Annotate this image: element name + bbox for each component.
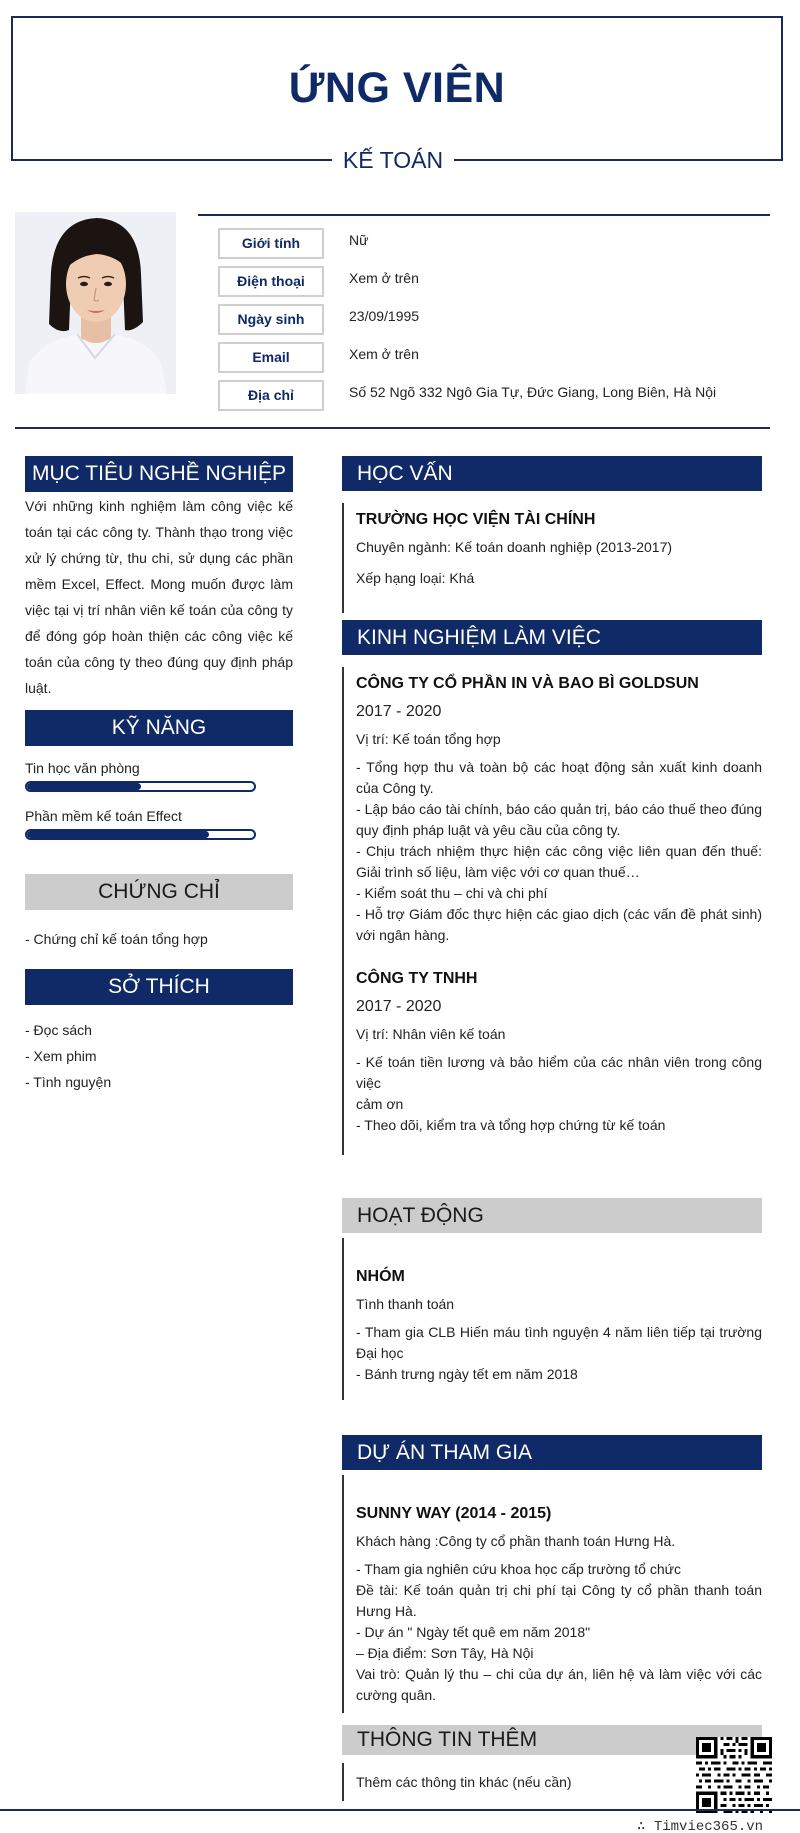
job-duty: - Chịu trách nhiệm thực hiện các công việc liên quan đến thuế: Giải trình số liệu, làm việc với cơ quan thuế…: [356, 843, 762, 880]
project-line: Vai trò: Quản lý thu – chi của dự án, liên hệ và làm việc với các cường quân.: [356, 1666, 762, 1703]
activities-section: [342, 1198, 762, 1382]
birthday-value: 23/09/1995: [349, 308, 420, 324]
job-company: CÔNG TY TNHH: [356, 970, 478, 987]
job-duty: - Kiểm soát thu – chi và chi phí: [356, 885, 548, 901]
skill-bar-fill: [27, 831, 209, 838]
project-line: - Tham gia nghiên cứu khoa học cấp trường tổ chức: [356, 1561, 681, 1577]
hobbies-title: SỞ THÍCH: [25, 969, 293, 1005]
project-line: – Địa điểm: Sơn Tây, Hà Nội: [356, 1645, 534, 1661]
experience-body: [342, 667, 762, 1155]
candidate-position: KẾ TOÁN: [332, 143, 454, 177]
email-value: Xem ở trên: [349, 346, 419, 362]
project-client: Khách hàng :Công ty cổ phần thanh toán Hưng Hà.: [356, 1533, 676, 1549]
experience-section: [342, 620, 762, 1133]
header-box: [11, 16, 783, 161]
phone-label: Điện thoại: [218, 266, 324, 297]
phone-value: Xem ở trên: [349, 270, 419, 286]
hobby-item: - Xem phim: [25, 1048, 97, 1064]
info-divider-bottom: [15, 427, 770, 429]
project-line: - Dự án " Ngày tết quê em năm 2018": [356, 1624, 591, 1640]
profile-photo-image: [15, 212, 176, 394]
job-period: 2017 - 2020: [356, 703, 442, 720]
certificate-item: - Chứng chỉ kế toán tổng hợp: [25, 931, 208, 947]
education-section: [342, 456, 762, 586]
address-label: Địa chỉ: [218, 380, 324, 411]
education-major: Chuyên ngành: Kế toán doanh nghiệp (2013-2017): [356, 539, 673, 555]
education-title: HỌC VẤN: [342, 456, 762, 491]
qr-code-icon: [696, 1737, 772, 1813]
hobby-item: - Đọc sách: [25, 1022, 92, 1038]
job-duty: - Hỗ trợ Giám đốc thực hiện các giao dịch (các vấn đề phát sinh) với ngân hàng.: [356, 906, 762, 943]
certificates-section: [25, 874, 293, 952]
experience-title: KINH NGHIỆM LÀM VIỆC: [342, 620, 762, 655]
objective-text: Với những kinh nghiệm làm công việc kế toán tại các công ty. Thành thạo trong việc xử lý chứng từ, thu chi, sử dụng các phần mềm Excel, Effect. Mong muốn được làm việc tại vị trí nhân viên kế toán của công ty để đóng góp hoàn thiện các công việc kế toán của công ty theo đúng quy định pháp luật.: [25, 498, 293, 696]
job-duty: - Kế toán tiền lương và bảo hiểm của các nhân viên trong công việc: [356, 1054, 762, 1091]
projects-section: [342, 1435, 762, 1703]
skill-item: [25, 760, 293, 792]
project-name: SUNNY WAY (2014 - 2015): [356, 1505, 552, 1522]
skill-name: Tin học văn phòng: [25, 760, 140, 776]
skills-title: KỸ NĂNG: [25, 710, 293, 746]
job-duty: - Theo dõi, kiểm tra và tổng hợp chứng từ kế toán: [356, 1117, 666, 1133]
activity-list: [356, 1322, 762, 1385]
extra-title: THÔNG TIN THÊM: [342, 1725, 762, 1755]
qr-code-graphic: [696, 1737, 772, 1813]
job-period: 2017 - 2020: [356, 998, 442, 1015]
job-duties: [356, 1052, 762, 1136]
activities-body: [342, 1238, 762, 1400]
activity-group: NHÓM: [356, 1268, 405, 1285]
candidate-name: ỨNG VIÊN: [288, 64, 506, 112]
activities-title: HOẠT ĐỘNG: [342, 1198, 762, 1233]
skill-name: Phần mềm kế toán Effect: [25, 808, 182, 824]
education-rank: Xếp hạng loại: Khá: [356, 570, 475, 586]
certificates-title: CHỨNG CHỈ: [25, 874, 293, 910]
job-duty: - Tổng hợp thu và toàn bộ các hoạt động sản xuất kinh doanh của Công ty.: [356, 759, 762, 796]
projects-title: DỰ ÁN THAM GIA: [342, 1435, 762, 1470]
job-duties: [356, 757, 762, 946]
job-role: Vị trí: Kế toán tổng hợp: [356, 731, 501, 747]
projects-body: [342, 1475, 762, 1713]
gender-label: Giới tính: [218, 228, 324, 259]
skill-bar: [25, 781, 256, 792]
birthday-label: Ngày sinh: [218, 304, 324, 335]
objective-section: [25, 456, 293, 701]
skill-bar: [25, 829, 256, 840]
school-name: TRƯỜNG HỌC VIỆN TÀI CHÍNH: [356, 511, 596, 528]
project-line: Đề tài: Kế toán quản trị chi phí tại Công ty cổ phần thanh toán Hưng Hà.: [356, 1582, 762, 1619]
info-divider-top: [198, 214, 770, 216]
hobby-list: [25, 1017, 293, 1095]
hobbies-section: [25, 969, 293, 1095]
education-body: [342, 503, 762, 613]
extra-text: Thêm các thông tin khác (nếu cần): [356, 1774, 572, 1790]
job-duty: cảm ơn: [356, 1096, 404, 1112]
hobby-item: - Tình nguyện: [25, 1074, 112, 1090]
activity-org: Tình thanh toán: [356, 1296, 455, 1312]
address-value: Số 52 Ngõ 332 Ngô Gia Tự, Đức Giang, Long Biên, Hà Nội: [349, 384, 717, 400]
skill-item: [25, 808, 293, 840]
brand-logo-icon: ∴: [637, 1819, 646, 1833]
job-duty: - Lập báo cáo tài chính, báo cáo quản trị, báo cáo thuế theo đúng quy định pháp luật và yêu cầu của công ty.: [356, 801, 762, 838]
project-details: [356, 1559, 762, 1706]
activity-item: - Bánh trưng ngày tết em năm 2018: [356, 1366, 578, 1382]
gender-value: Nữ: [349, 232, 369, 248]
email-label: Email: [218, 342, 324, 373]
job-company: CÔNG TY CỔ PHẦN IN VÀ BAO BÌ GOLDSUN: [356, 675, 699, 692]
footer-brand: [637, 1818, 763, 1833]
footer-divider: [0, 1809, 800, 1811]
job-role: Vị trí: Nhân viên kế toán: [356, 1026, 506, 1042]
profile-photo: [15, 212, 176, 394]
skill-bar-fill: [27, 783, 141, 790]
skills-section: [25, 710, 293, 840]
brand-name: Timviec365.vn: [653, 1819, 764, 1833]
activity-item: - Tham gia CLB Hiến máu tình nguyện 4 năm liên tiếp tại trường Đại học: [356, 1324, 762, 1361]
objective-title: MỤC TIÊU NGHỀ NGHIỆP: [25, 456, 293, 492]
